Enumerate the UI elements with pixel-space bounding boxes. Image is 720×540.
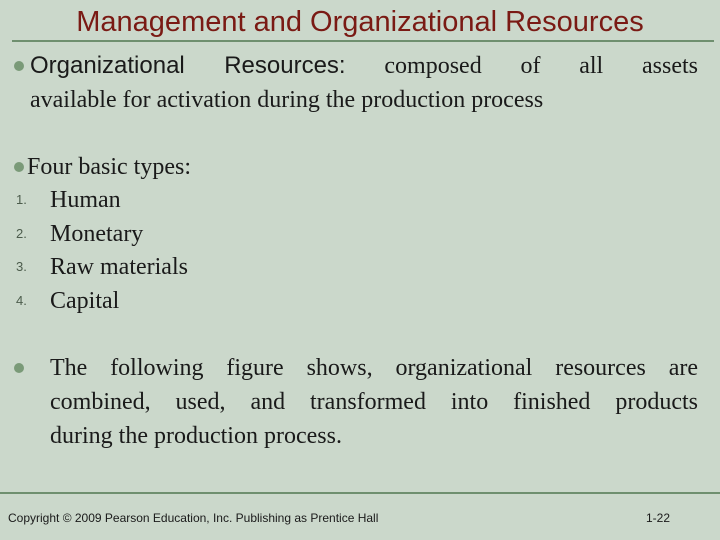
bullet3-line1: The following figure shows, organizational resources are: [50, 355, 698, 381]
bullet3-line3: during the production process.: [50, 423, 342, 449]
bullet1-line1: [30, 49, 698, 83]
list-number: 3.: [16, 259, 27, 274]
slide-title: Management and Organizational Resources: [76, 6, 644, 38]
bullet1-line2: available for activation during the production process: [30, 87, 544, 113]
page-number: 1-22: [646, 511, 671, 525]
list-item-capital: Capital: [50, 288, 120, 314]
bullet-icon: [14, 363, 24, 373]
footer-rule: [0, 492, 720, 494]
footer-copyright: Copyright © 2009 Pearson Education, Inc. Publishing as Prentice Hall: [8, 511, 379, 525]
list-item-raw-materials: Raw materials: [50, 254, 188, 280]
bullet-icon: [14, 162, 24, 172]
bullet3-line2: combined, used, and transformed into finished products: [50, 389, 698, 415]
title-divider: [12, 40, 714, 42]
bullet2-heading: Four basic types:: [27, 154, 191, 180]
bullet1-term: Organizational Resources:: [30, 52, 346, 79]
bullet-icon: [14, 61, 24, 71]
list-number: 2.: [16, 226, 27, 241]
bullet1-line1-rest: composed of all assets: [384, 53, 698, 79]
list-item-human: Human: [50, 187, 121, 213]
list-item-monetary: Monetary: [50, 221, 144, 247]
list-number: 4.: [16, 293, 27, 308]
list-number: 1.: [16, 192, 27, 207]
